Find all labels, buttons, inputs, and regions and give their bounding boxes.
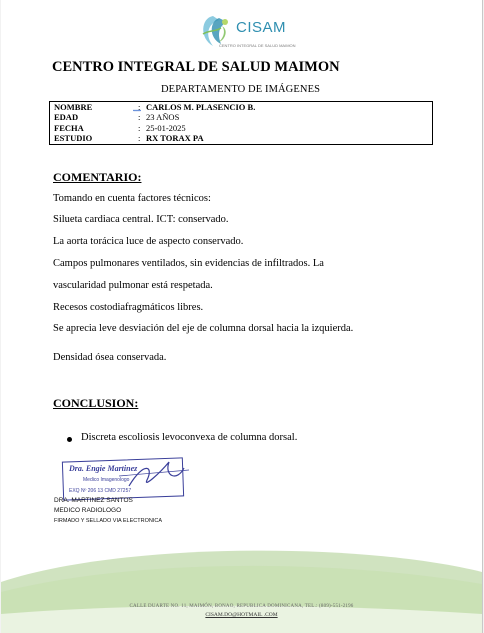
field-label: FECHA: [54, 122, 84, 133]
comentario-heading: COMENTARIO:: [53, 170, 142, 184]
field-colon: :: [138, 112, 141, 123]
patient-row-study: [50, 133, 432, 143]
field-label: ESTUDIO: [54, 132, 93, 143]
doctor-name: DRA. MARTINEZ SANTOS: [54, 497, 133, 504]
field-value: 25-01-2025: [146, 122, 186, 133]
comentario-line: Campos pulmonares ventilados, sin evidencias de infiltrados. La: [53, 258, 324, 269]
patient-row-date: [50, 123, 432, 133]
field-value: CARLOS M. PLASENCIO B.: [146, 102, 256, 112]
comentario-line: Tomando en cuenta factores técnicos:: [53, 193, 211, 204]
comentario-line: Densidad ósea conservada.: [53, 352, 167, 363]
stamp-exequatur: EXQ Nº 206 13 CMD 27257: [69, 488, 132, 494]
field-value: RX TORAX PA: [146, 132, 204, 143]
patient-row-name: [50, 102, 432, 112]
footer-wave-decoration: [1, 542, 482, 633]
doctor-role: MEDICO RADIOLOGO: [54, 507, 122, 514]
comentario-line: La aorta torácica luce de aspecto conservado.: [53, 236, 244, 247]
conclusion-item: Discreta escoliosis levoconvexa de columna dorsal.: [81, 432, 298, 443]
signature-note: FIRMADO Y SELLADO VIA ELECTRONICA: [54, 518, 162, 524]
report-title: CENTRO INTEGRAL DE SALUD MAIMON: [52, 59, 340, 75]
patient-info-box: [49, 101, 433, 145]
field-label: NOMBRE: [54, 102, 93, 112]
stamp-name: Dra. Engie Martinez: [69, 464, 138, 473]
comentario-line: Silueta cardiaca central. ICT: conservado.: [53, 214, 229, 225]
field-colon: :: [138, 102, 141, 112]
field-label: EDAD: [54, 112, 79, 123]
department-name: DEPARTAMENTO DE IMÁGENES: [161, 84, 321, 95]
footer-address: CALLE DUARTE NO. 11, MAIMÓN, BONAO, REPUBLICA DOMINICANA, TEL.: (809)-551-2196: [129, 604, 354, 609]
field-colon: :: [138, 122, 141, 133]
patient-row-age: [50, 112, 432, 122]
logo-wordmark: CISAM: [236, 19, 287, 36]
comentario-line: vascularidad pulmonar está respetada.: [53, 280, 213, 291]
conclusion-heading: CONCLUSION:: [53, 396, 139, 410]
stamp-title: Medico Imagenologo: [83, 477, 130, 483]
field-colon: :: [138, 132, 141, 143]
logo-subtitle: CENTRO INTEGRAL DE SALUD MAIMON: [219, 43, 296, 48]
comentario-line: Se aprecia leve desviación del eje de columna dorsal hacia la izquierda.: [53, 323, 354, 334]
comentario-line: Recesos costodiafragmáticos libres.: [53, 302, 204, 313]
footer-email[interactable]: CISAM.DO@HOTMAIL .COM: [205, 612, 278, 618]
signature-stamp-icon: [59, 456, 194, 501]
field-value: 23 AÑOS: [146, 112, 180, 123]
report-page: [1, 0, 483, 633]
bullet-icon: [67, 437, 72, 442]
